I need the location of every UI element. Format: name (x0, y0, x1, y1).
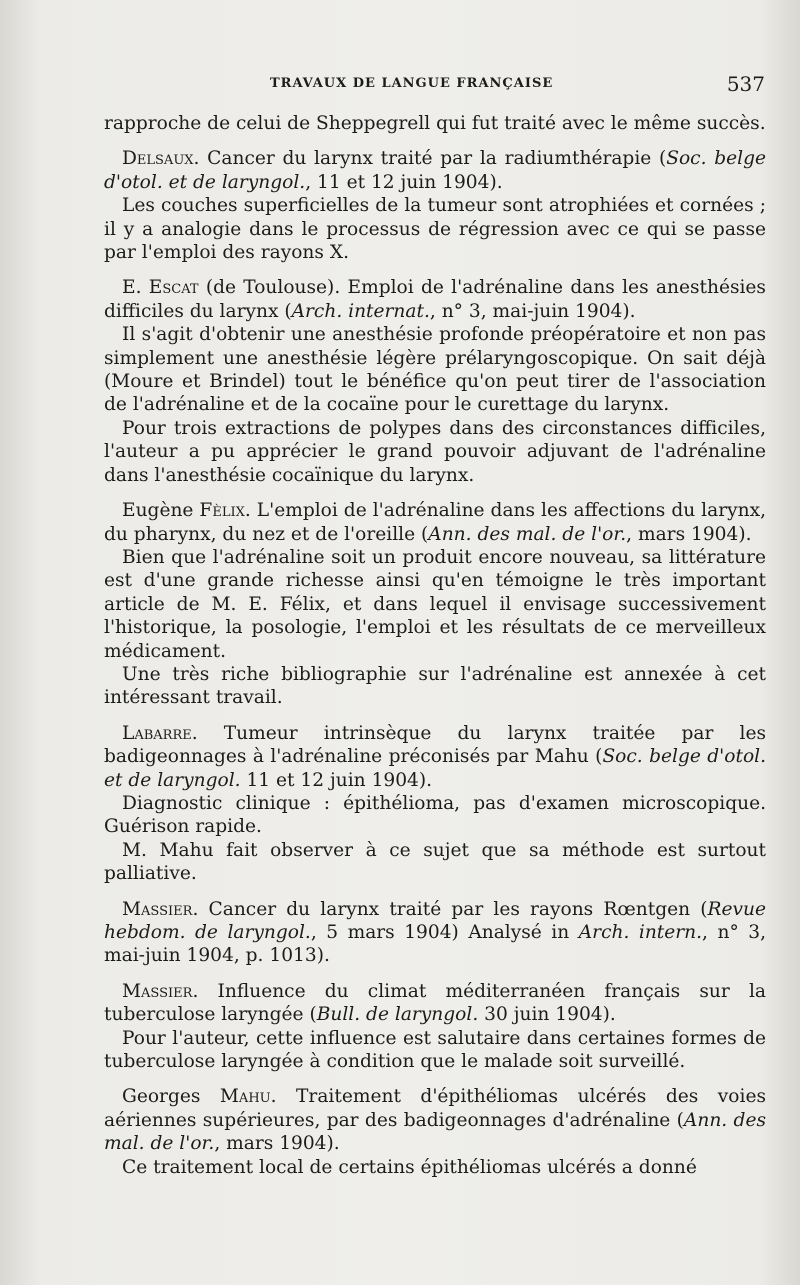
author-name: Delsaux. (122, 148, 200, 170)
source-journal: Bull. de laryngol. (316, 1004, 479, 1026)
paragraph: Pour l'auteur, cette influence est salutaire dans certaines formes de tuberculose laryngée à condition que le malade soit surveillé. (104, 1027, 766, 1073)
author-name: Mahu (219, 1086, 271, 1108)
author-name: Escat (148, 277, 199, 299)
page-number: 537 (726, 72, 765, 96)
running-head: TRAVAUX DE LANGUE FRANÇAISE (270, 76, 554, 91)
paragraph: Les couches superficielles de la tumeur sont atrophiées et cornées ; il y a analogie dans le processus de régression avec ce qui se passe par l'emploi des rayons X. (104, 195, 766, 264)
author-name: Labarre (122, 722, 192, 744)
entry-massier-1: Massier. Cancer du larynx traité par les rayons Rœntgen (Revue hebdom. de laryngol., 5 mars 1904) Analysé in Arch. intern., n° 3, mai-juin 1904, p. 1013). (104, 898, 766, 967)
source-journal: Ann. des mal. de l'or. (428, 523, 627, 545)
page-body (104, 112, 766, 1179)
paragraph: M. Mahu fait observer à ce sujet que sa méthode est surtout palliative. (104, 839, 766, 885)
entry-labarre: Labarre. Tumeur intrinsèque du larynx traitée par les badigeonnages à l'adrénaline préconisés par Mahu (Soc. belge d'otol. et de laryngol. 11 et 12 juin 1904). (104, 722, 766, 791)
entry-felix: Eugène Fèlix. L'emploi de l'adrénaline dans les affections du larynx, du pharynx, du nez et de l'oreille (Ann. des mal. de l'or., mars 1904). (104, 500, 766, 545)
source-journal: Soc. belge d'otol. et de laryngol. (104, 148, 766, 193)
author-name: Fèlix (199, 500, 245, 522)
page-header (105, 72, 765, 100)
source-journal: Soc. belge d'otol. et de laryngol. (104, 746, 766, 791)
paragraph: Une très riche bibliographie sur l'adrénaline est annexée à cet intéressant travail. (104, 663, 766, 709)
author-name: Massier (122, 980, 193, 1002)
paragraph: Pour trois extractions de polypes dans des circonstances difficiles, l'auteur a pu apprécier le grand pouvoir adjuvant de l'adrénaline dans l'anesthésie cocaïnique du larynx. (104, 417, 766, 486)
entry-mahu: Georges Mahu. Traitement d'épithéliomas ulcérés des voies aériennes supérieures, par des badigeonnages d'adrénaline (Ann. des mal. de l'or., mars 1904). (104, 1086, 767, 1155)
source-journal: Arch. intern. (578, 922, 703, 943)
source-journal: Arch. internat. (291, 300, 430, 322)
entry-escat: E. Escat (de Toulouse). Emploi de l'adrénaline dans les anesthésies difficiles du larynx (Arch. internat., n° 3, mai-juin 1904). (104, 277, 766, 322)
author-name: Massier (122, 898, 193, 920)
entry-delsaux: Delsaux. Cancer du larynx traité par la radiumthérapie (Soc. belge d'otol. et de laryngol., 11 et 12 juin 1904). (104, 148, 766, 193)
paragraph: Diagnostic clinique : épithélioma, pas d'examen microscopique. Guérison rapide. (104, 792, 766, 838)
intro-paragraph: rapproche de celui de Sheppegrell qui fut traité avec le même succès. (104, 113, 766, 134)
source-journal: Revue hebdom. de laryngol. (104, 898, 766, 943)
entry-massier-2: Massier. Influence du climat méditerranéen français sur la tuberculose laryngée (Bull. de laryngol. 30 juin 1904). (104, 980, 766, 1026)
paragraph: Bien que l'adrénaline soit un produit encore nouveau, sa littérature est d'une grande richesse ainsi qu'en témoigne le très important article de M. E. Félix, et dans lequel il envisage successivement l'historique, la posologie, l'emploi et les résultats de ce merveilleux médicament. (104, 546, 766, 662)
paragraph: Il s'agit d'obtenir une anesthésie profonde préopératoire et non pas simplement une anesthésie légère prélaryngoscopique. On sait déjà (Moure et Brindel) tout le bénéfice qu'on peut tirer de l'association de l'adrénaline et de la cocaïne pour le curettage du larynx. (104, 324, 766, 416)
source-journal: Ann. des mal. de l'or. (104, 1109, 767, 1155)
paragraph: Ce traitement local de certains épithéliomas ulcérés a donné (122, 1156, 697, 1178)
